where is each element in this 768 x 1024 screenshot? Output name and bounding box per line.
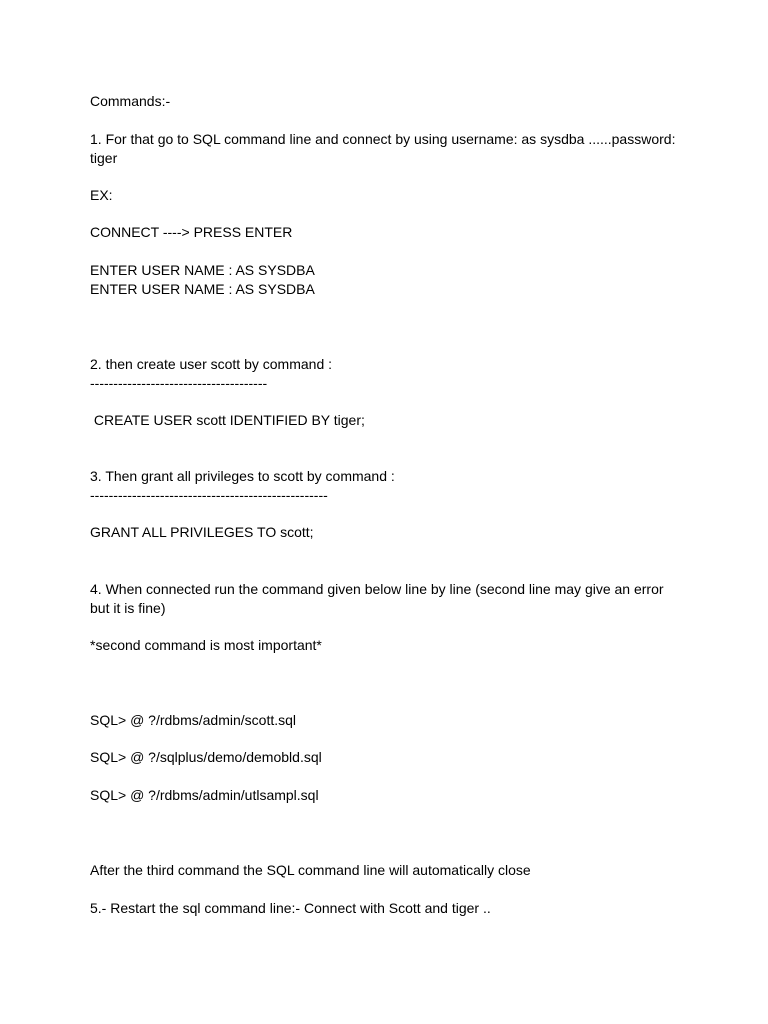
commands-heading: Commands:- <box>90 93 171 109</box>
user-name-line-2: ENTER USER NAME : AS SYSDBA <box>90 281 315 297</box>
user-name-line-1: ENTER USER NAME : AS SYSDBA <box>90 262 315 278</box>
sql-command-2: SQL> @ ?/sqlplus/demo/demobld.sql <box>90 749 322 765</box>
create-user-command: CREATE USER scott IDENTIFIED BY tiger; <box>90 412 365 428</box>
step-1-text: 1. For that go to SQL command line and connect by using username: as sysdba ......password: <box>90 131 676 147</box>
step-2-text: 2. then create user scott by command : <box>90 356 333 372</box>
sql-command-3: SQL> @ ?/rdbms/admin/utlsampl.sql <box>90 787 319 803</box>
example-label: EX: <box>90 187 113 203</box>
dashed-divider-2: --------------------------------------------------- <box>90 487 328 503</box>
dashed-divider-1: -------------------------------------- <box>90 375 268 391</box>
connect-instruction: CONNECT ----> PRESS ENTER <box>90 224 293 240</box>
step-4-text-continued: but it is fine) <box>90 600 166 616</box>
sql-command-1: SQL> @ ?/rdbms/admin/scott.sql <box>90 712 297 728</box>
grant-command: GRANT ALL PRIVILEGES TO scott; <box>90 524 314 540</box>
step-5-text: 5.- Restart the sql command line:- Connect with Scott and tiger .. <box>90 900 491 916</box>
step-3-text: 3. Then grant all privileges to scott by command : <box>90 468 395 484</box>
after-third-command-note: After the third command the SQL command line will automatically close <box>90 862 531 878</box>
step-1-text-continued: tiger <box>90 150 118 166</box>
step-4-text: 4. When connected run the command given below line by line (second line may give an error <box>90 581 664 597</box>
important-note: *second command is most important* <box>90 637 322 653</box>
